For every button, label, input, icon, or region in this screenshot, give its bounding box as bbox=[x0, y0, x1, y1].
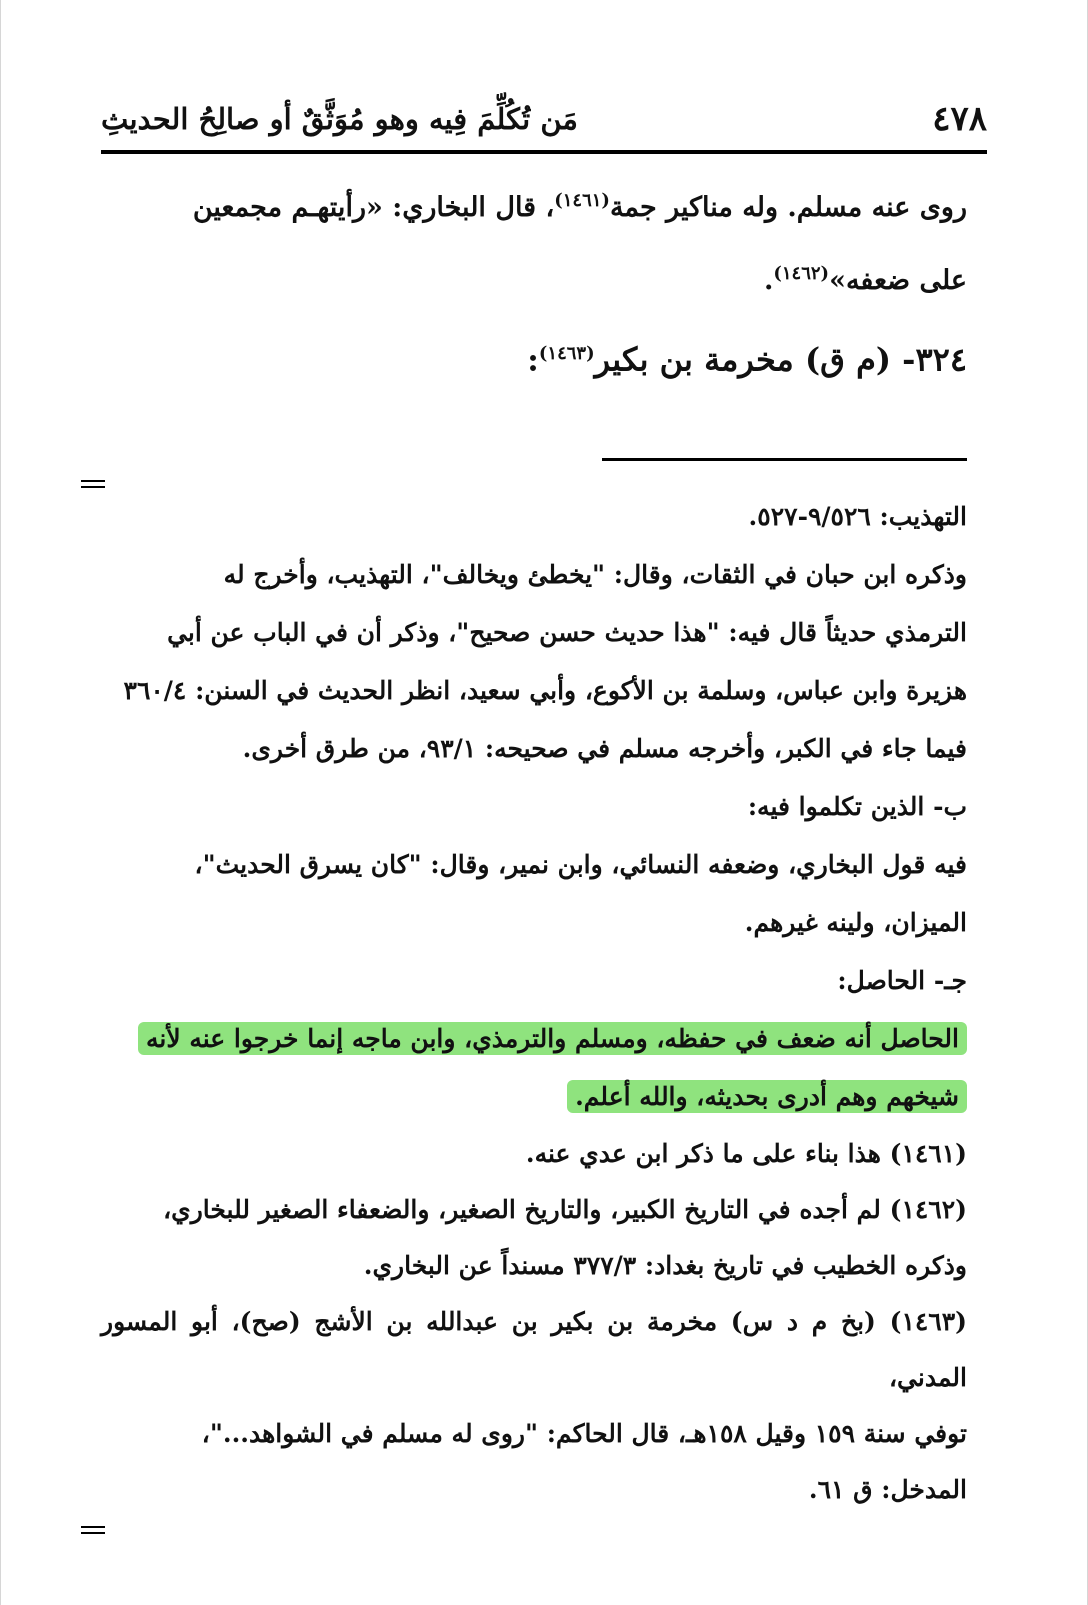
tahdhib-ref: التهذيب: ٩/٥٢٦-٥٢٧. bbox=[748, 501, 967, 531]
footnotes-section bbox=[101, 1126, 967, 1518]
page-number: ٤٧٨ bbox=[932, 99, 987, 139]
section-b-line: الميزان، ولينه غيرهم. bbox=[744, 907, 967, 937]
notes-separator bbox=[101, 396, 967, 480]
highlighted-text: الحاصل أنه ضعف في حفظه، ومسلم والترمذي، وابن ماجه إنما خرجوا عنه لأنه bbox=[138, 1022, 967, 1055]
section-b-heading: ب- الذين تكلموا فيه: bbox=[747, 791, 967, 821]
running-title: مَن تُكُلِّمَ فِيه وهو مُوَثَّقٌ أو صالِحُ الحديثِ bbox=[101, 102, 578, 136]
section-j-heading: جـ- الحاصل: bbox=[837, 965, 967, 995]
footnote-continuation: وذكره الخطيب في تاريخ بغداد: ٣٧٧/٣ مسنداً عن البخاري. bbox=[363, 1250, 967, 1280]
notes-section bbox=[101, 488, 967, 1126]
footnote-ref: (١٤٦٣) bbox=[538, 343, 595, 364]
page-content bbox=[101, 168, 967, 1534]
intro-paragraph bbox=[101, 168, 967, 314]
section-j-line bbox=[101, 1068, 967, 1126]
footnote-ref: (١٤٦٢) bbox=[773, 263, 830, 284]
double-rule-mark bbox=[81, 480, 105, 488]
footnote-ref: (١٤٦١) bbox=[554, 190, 610, 211]
double-rule-mark bbox=[81, 1526, 105, 1534]
highlighted-text: شيخهم وهم أدرى بحديثه، والله أعلم. bbox=[567, 1080, 967, 1113]
footnote: (١٤٦١) هذا بناء على ما ذكر ابن عدي عنه. bbox=[525, 1138, 967, 1168]
notes-line: وذكره ابن حبان في الثقات، وقال: "يخطئ ويخالف"، التهذيب، وأخرج له bbox=[223, 559, 967, 589]
intro-line-1: روى عنه مسلم. وله مناكير جمة$^{(١٤٦١)}$، قال البخاري: «رأيتهـم مجمعين bbox=[192, 190, 967, 223]
intro-line-2: على ضعفه»$^{(١٤٦٢)}$. bbox=[763, 263, 967, 296]
footnote: (١٤٦٢) لم أجده في التاريخ الكبير، والتاريخ الصغير، والضعفاء الصغير للبخاري، bbox=[163, 1194, 967, 1224]
footnote-continuation: المدخل: ق ٦١. bbox=[808, 1474, 967, 1504]
notes-line: فيما جاء في الكبر، وأخرجه مسلم في صحيحه: ٩٣/١، من طرق أخرى. bbox=[242, 733, 967, 763]
notes-line: الترمذي حديثاً قال فيه: "هذا حديث حسن صحيح"، وذكر أن في الباب عن أبي bbox=[167, 617, 967, 647]
page-header bbox=[101, 88, 987, 154]
section-j-line bbox=[101, 1010, 967, 1068]
entry-heading: ٣٢٤- (م ق) مخرمة بن بكير$^{(١٤٦٣)}$: bbox=[527, 340, 967, 379]
footnote-continuation: توفي سنة ١٥٩ وقيل ١٥٨هـ، قال الحاكم: "روى له مسلم في الشواهد..."، bbox=[201, 1418, 967, 1448]
notes-line: هزيرة وابن عباس، وسلمة بن الأكوع، وأبي سعيد، انظر الحديث في السنن: ٣٦٠/٤ bbox=[123, 675, 967, 705]
section-b-line: فيه قول البخاري، وضعفه النسائي، وابن نمير، وقال: "كان يسرق الحديث"، bbox=[194, 849, 967, 879]
footnote: (١٤٦٣) (بخ م د س) مخرمة بن بكير بن عبدالله بن الأشج (صح)، أبو المسور المدني، bbox=[101, 1306, 967, 1392]
separator-rule bbox=[602, 458, 967, 461]
